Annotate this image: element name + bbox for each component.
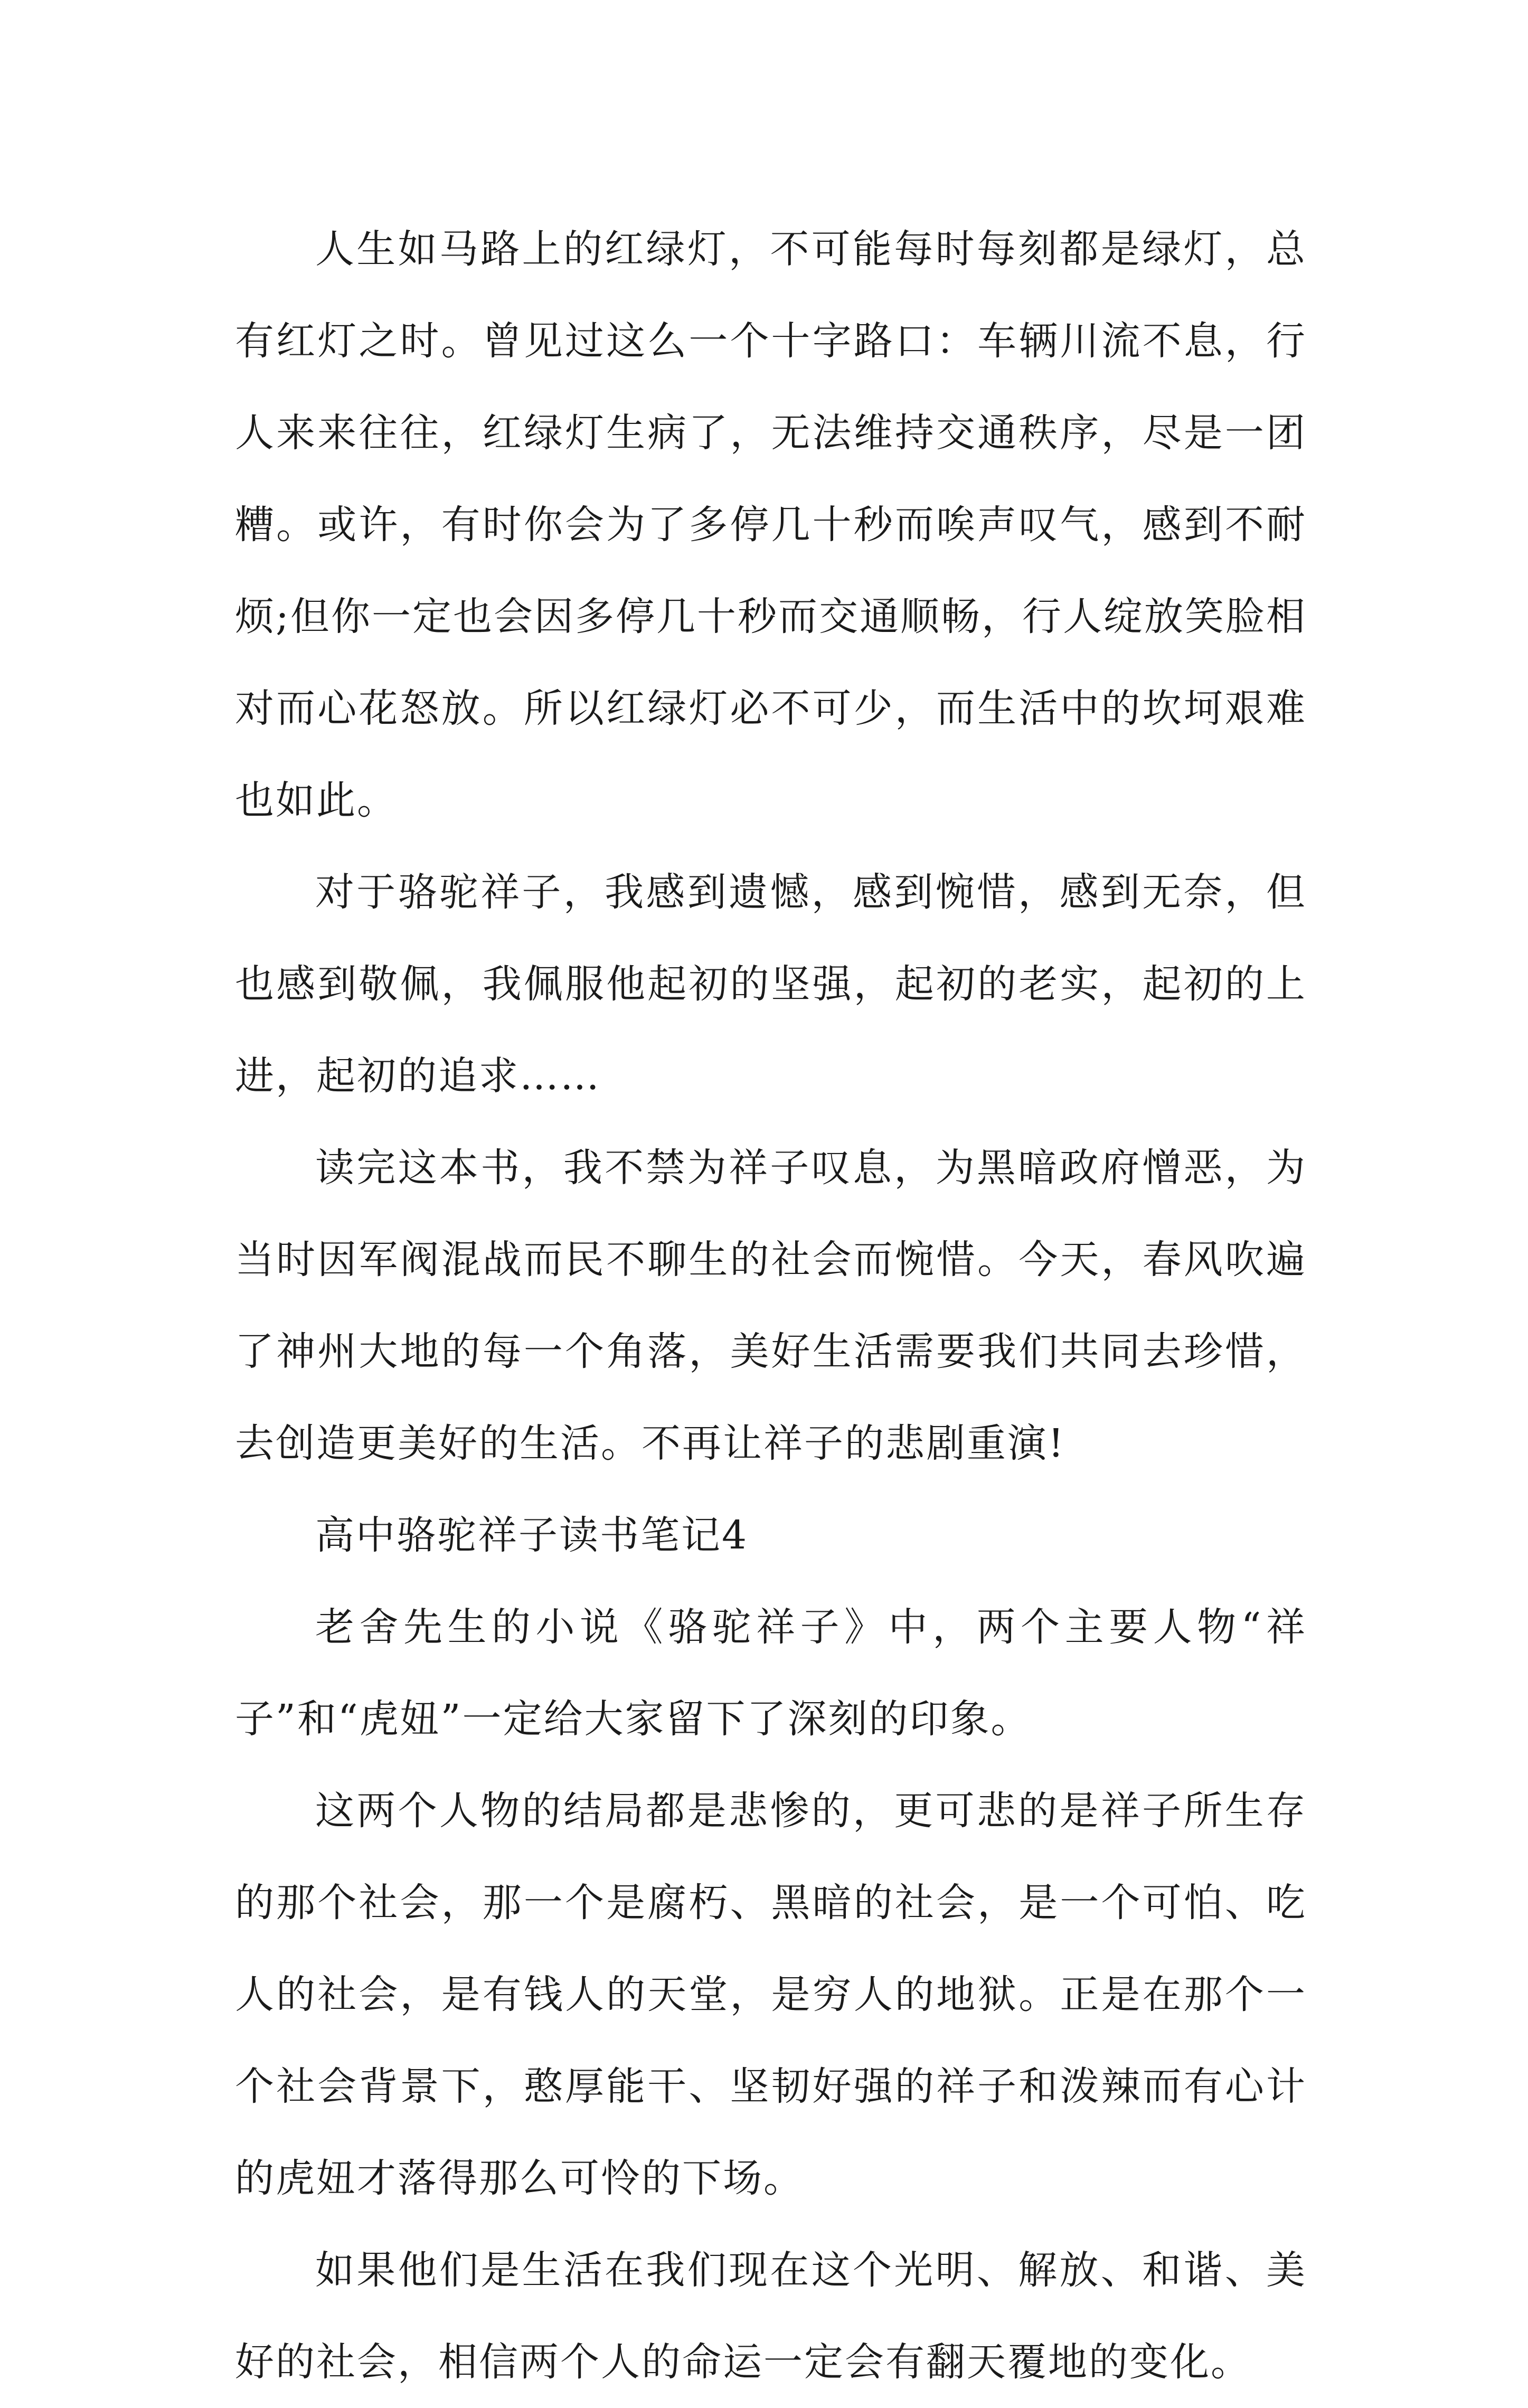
paragraph-traffic-light: 人生如马路上的红绿灯，不可能每时每刻都是绿灯，总有红灯之时。曾见过这么一个十字路口：车辆川流不息，行人来来往往，红绿灯生病了，无法维持交通秩序，尽是一团糟。或许，有时你会为了多停几十秒而唉声叹气，感到不耐烦;但你一定也会因多停几十秒而交通顺畅，行人绽放笑脸相对而心花怒放。所以红绿灯必不可少，而生活中的坎坷艰难也如此。 [235, 226, 1307, 823]
paragraph-after-reading: 读完这本书，我不禁为祥子叹息，为黑暗政府憎恶，为当时因军阀混战而民不聊生的社会而惋惜。今天，春风吹遍了神州大地的每一个角落，美好生活需要我们共同去珍惜，去创造更美好的生活。不再让祥子的悲剧重演! [235, 1145, 1307, 1466]
document-body [235, 203, 1307, 2408]
paragraph-tragic-ending: 这两个人物的结局都是悲惨的，更可悲的是祥子所生存的那个社会，那一个是腐朽、黑暗的社会，是一个可怕、吃人的社会，是有钱人的天堂，是穷人的地狱。正是在那个一个社会背景下，憨厚能干、坚韧好强的祥子和泼辣而有心计的虎妞才落得那么可怜的下场。 [235, 1788, 1307, 2201]
paragraph-laoshe-novel: 老舍先生的小说《骆驼祥子》中，两个主要人物“祥子”和“虎妞”一定给大家留下了深刻的印象。 [235, 1604, 1307, 1742]
paragraph-feelings-xiangzi: 对于骆驼祥子，我感到遗憾，感到惋惜，感到无奈，但也感到敬佩，我佩服他起初的坚强，起初的老实，起初的上进，起初的追求…… [235, 870, 1307, 1099]
section-heading: 高中骆驼祥子读书笔记4 [315, 1513, 749, 1558]
paragraph-modern-society: 如果他们是生活在我们现在这个光明、解放、和谐、美好的社会，相信两个人的命运一定会有翻天覆地的变化。 [235, 2248, 1307, 2385]
